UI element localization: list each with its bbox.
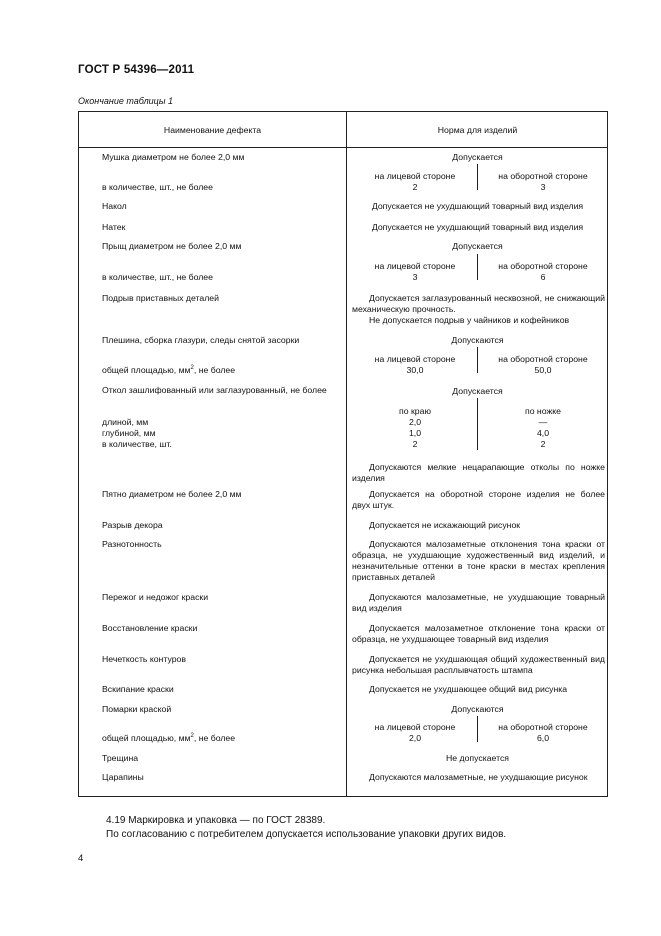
row-podryv-norm-2: Не допускается подрыв у чайников и кофейников — [369, 315, 570, 325]
row-prysch-back-label: на оборотной стороне — [498, 261, 588, 271]
row-podryv-name: Подрыв приставных деталей — [102, 293, 219, 303]
row-pomarki-face-value: 2,0 — [408, 733, 422, 743]
row-pleshina-face-label: на лицевой стороне — [374, 354, 456, 364]
row-treschina-norm: Не допускается — [445, 753, 509, 763]
row-mushka-qty: в количестве, шт., не более — [102, 182, 213, 192]
row-pomarki-norm: Допускаются — [451, 704, 504, 714]
row-natek-name: Натек — [102, 222, 126, 232]
column-header-norm: Норма для изделий — [437, 125, 518, 135]
row-mushka-back-value: 3 — [540, 182, 546, 192]
row-otkol-note: Допускаются мелкие нецарапающие отколы по ножке изделия — [352, 462, 605, 483]
row-mushka-face-value: 2 — [412, 182, 418, 192]
row-pomarki-face-label: на лицевой стороне — [374, 722, 456, 732]
row-pomarki-area: общей площадью, $мм^2$, не более — [102, 733, 236, 743]
row-nechet-norm: Допускается не ухудшающая общий художественный вид рисунка небольшая расплывчатость штампа — [352, 654, 605, 675]
row-pyatno-name: Пятно диаметром не более 2,0 мм — [102, 489, 242, 499]
row-treschina-name: Трещина — [102, 753, 139, 763]
row-otkol-length-foot: — — [538, 417, 548, 427]
row-otkol-norm: Допускается — [452, 386, 503, 396]
row-prysch-back-value: 6 — [540, 272, 546, 282]
row-prysch-name: Прыщ диаметром не более 2,0 мм — [102, 241, 242, 251]
row-pleshina-back-label: на оборотной стороне — [498, 354, 588, 364]
row-otkol-length-label: длиной, мм — [102, 417, 149, 427]
defects-table — [78, 111, 608, 797]
packaging-paragraph: По согласованию с потребителем допускается использование упаковки других видов. — [106, 829, 507, 840]
row-pyatno-norm: Допускается на оборотной стороне изделия не более двух штук. — [352, 489, 605, 510]
row-pleshina-name: Плешина, сборка глазури, следы снятой засорки — [102, 335, 300, 345]
row-razryv-norm: Допускается не искажающий рисунок — [369, 520, 521, 530]
row-otkol-length-edge: 2,0 — [408, 417, 422, 427]
row-vosst-name: Восстановление краски — [102, 623, 198, 633]
row-pleshina-norm: Допускаются — [451, 335, 504, 345]
row-nakol-norm: Допускается не ухудшающий товарный вид изделия — [371, 201, 584, 211]
row-vskip-norm: Допускается не ухудшающее общий вид рисунка — [369, 684, 568, 694]
row-pleshina-area: общей площадью, $мм^2$, не более — [102, 365, 236, 375]
row-razryv-name: Разрыв декора — [102, 520, 163, 530]
row-vosst-norm: Допускается малозаметное отклонение тона краски от образца, не ухудшающее товарный вид изделия — [352, 623, 605, 644]
row-pomarki-name: Помарки краской — [102, 704, 172, 714]
row-otkol-depth-foot: 4,0 — [536, 428, 550, 438]
row-prysch-face-value: 3 — [412, 272, 418, 282]
row-mushka-back-label: на оборотной стороне — [498, 171, 588, 181]
row-perezhog-norm: Допускаются малозаметные, не ухудшающие товарный вид изделия — [352, 592, 605, 613]
row-otkol-foot-label: по ножке — [524, 406, 562, 416]
row-nakol-name: Накол — [102, 201, 127, 211]
row-otkol-depth-edge: 1,0 — [408, 428, 422, 438]
row-nechet-name: Нечеткость контуров — [102, 654, 186, 664]
row-vskip-name: Вскипание краски — [102, 684, 174, 694]
row-otkol-count-label: в количестве, шт. — [102, 439, 172, 449]
row-pomarki-back-label: на оборотной стороне — [498, 722, 588, 732]
table-caption: Окончание таблицы 1 — [78, 96, 173, 106]
section-4-19-paragraph: 4.19 Маркировка и упаковка — по ГОСТ 28389. — [106, 815, 326, 826]
row-raznoton-name: Разнотонность — [102, 539, 162, 549]
row-pomarki-back-value: 6,0 — [536, 733, 550, 743]
row-tsarapiny-norm: Допускаются малозаметные, не ухудшающие рисунок — [369, 772, 588, 782]
row-perezhog-name: Пережог и недожог краски — [102, 592, 209, 602]
header-divider — [79, 147, 607, 148]
row-pleshina-back-value: 50,0 — [534, 365, 552, 375]
row-otkol-count-foot: 2 — [540, 439, 546, 449]
column-divider — [346, 112, 347, 796]
row-otkol-edge-label: по краю — [399, 406, 431, 416]
page-number: 4 — [78, 853, 84, 864]
row-podryv-norm-1: Допускается заглазурованный несквозной, не снижающий механическую прочность. — [352, 293, 605, 314]
row-otkol-name: Откол зашлифованный или заглазурованный, не более — [102, 385, 327, 395]
row-pleshina-face-value: 30,0 — [406, 365, 424, 375]
row-otkol-depth-label: глубиной, мм — [102, 428, 156, 438]
document-header: ГОСТ Р 54396—2011 — [78, 64, 195, 76]
row-tsarapiny-name: Царапины — [102, 772, 144, 782]
row-natek-norm: Допускается не ухудшающий товарный вид изделия — [371, 222, 584, 232]
row-prysch-face-label: на лицевой стороне — [374, 261, 456, 271]
row-otkol-count-edge: 2 — [412, 439, 418, 449]
row-mushka-face-label: на лицевой стороне — [374, 171, 456, 181]
row-mushka-name: Мушка диаметром не более 2,0 мм — [102, 152, 245, 162]
row-prysch-norm: Допускается — [452, 241, 503, 251]
row-mushka-norm: Допускается — [452, 152, 503, 162]
row-prysch-qty: в количестве, шт., не более — [102, 272, 213, 282]
column-header-name: Наименование дефекта — [163, 125, 262, 135]
row-raznoton-norm: Допускаются малозаметные отклонения тона краски от образца, не ухудшающие художественный вид изделий, и незначительные оттенки в тоне краски в местах крепления приставных деталей — [352, 539, 605, 582]
